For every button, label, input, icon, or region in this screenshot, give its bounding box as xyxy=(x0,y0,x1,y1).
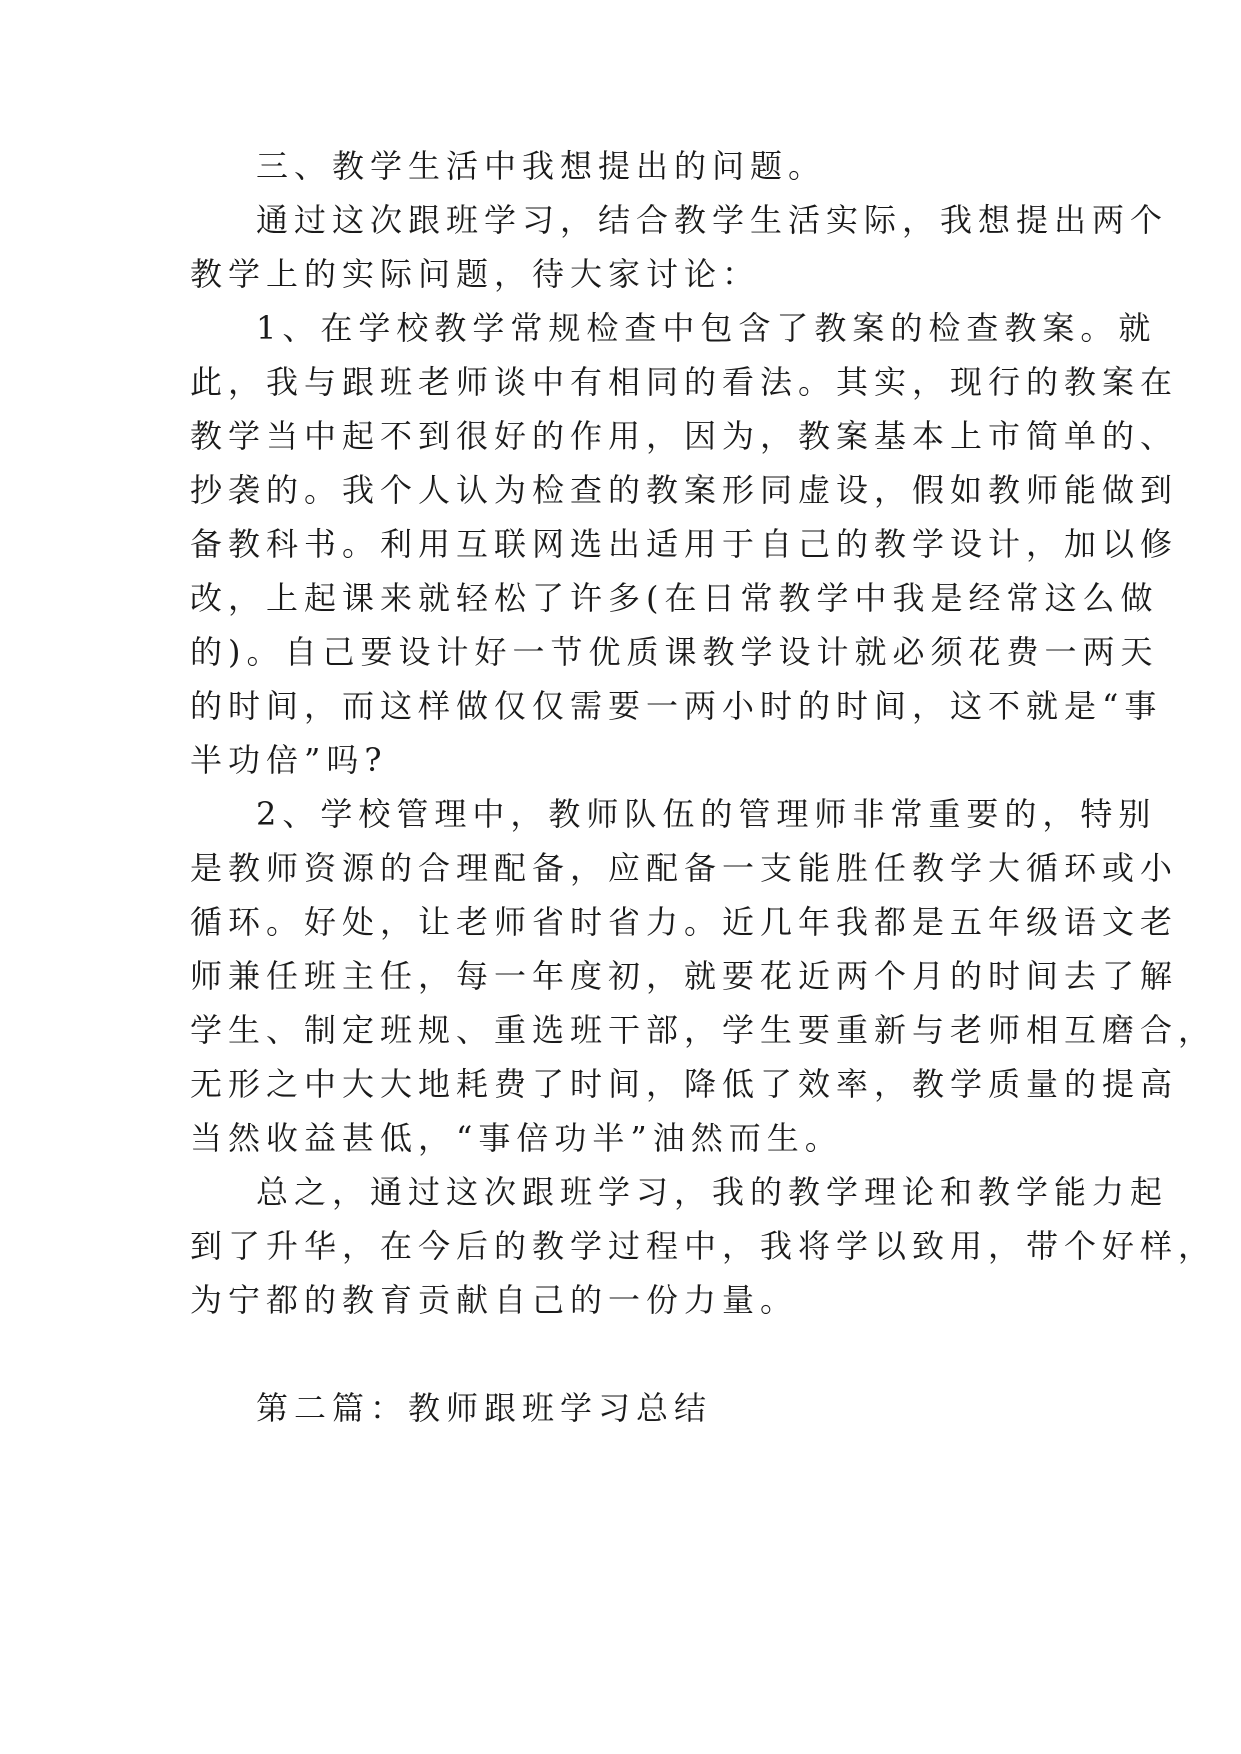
paragraph-line: 学生、制定班规、重选班干部，学生要重新与老师相互磨合， xyxy=(190,1011,1217,1049)
paragraph-line: 备教科书。利用互联网选出适用于自己的教学设计，加以修 xyxy=(190,525,1179,563)
paragraph-line: 的时间，而这样做仅仅需要一两小时的时间，这不就是“事 xyxy=(190,687,1163,725)
section-heading: 三、教学生活中我想提出的问题。 xyxy=(256,147,827,185)
paragraph-line: 抄袭的。我个人认为检查的教案形同虚设，假如教师能做到 xyxy=(190,471,1179,509)
paragraph-line: 通过这次跟班学习，结合教学生活实际，我想提出两个 xyxy=(256,201,1169,239)
paragraph-line: 当然收益甚低，“事倍功半”油然而生。 xyxy=(190,1119,843,1157)
paragraph-line: 改，上起课来就轻松了许多(在日常教学中我是经常这么做 xyxy=(190,579,1159,617)
paragraph-line: 无形之中大大地耗费了时间，降低了效率，教学质量的提高 xyxy=(190,1065,1179,1103)
paragraph-line: 总之，通过这次跟班学习，我的教学理论和教学能力起 xyxy=(256,1173,1169,1211)
paragraph-line: 是教师资源的合理配备，应配备一支能胜任教学大循环或小 xyxy=(190,849,1179,887)
paragraph-line: 1、在学校教学常规检查中包含了教案的检查教案。就 xyxy=(256,309,1157,347)
paragraph-line: 此，我与跟班老师谈中有相同的看法。其实，现行的教案在 xyxy=(190,363,1179,401)
paragraph-line: 教学上的实际问题，待大家讨论： xyxy=(190,255,761,293)
paragraph-line: 循环。好处，让老师省时省力。近几年我都是五年级语文老 xyxy=(190,903,1179,941)
paragraph-line: 教学当中起不到很好的作用，因为，教案基本上市简单的、 xyxy=(190,417,1179,455)
next-section-heading: 第二篇：教师跟班学习总结 xyxy=(256,1389,713,1427)
paragraph-line: 半功倍”吗? xyxy=(190,741,388,779)
paragraph-line: 到了升华，在今后的教学过程中，我将学以致用，带个好样， xyxy=(190,1227,1217,1265)
paragraph-line: 的)。自己要设计好一节优质课教学设计就必须花费一两天 xyxy=(190,633,1159,671)
paragraph-line: 2、学校管理中，教师队伍的管理师非常重要的，特别 xyxy=(256,795,1157,833)
paragraph-line: 师兼任班主任，每一年度初，就要花近两个月的时间去了解 xyxy=(190,957,1179,995)
paragraph-line: 为宁都的教育贡献自己的一份力量。 xyxy=(190,1281,799,1319)
